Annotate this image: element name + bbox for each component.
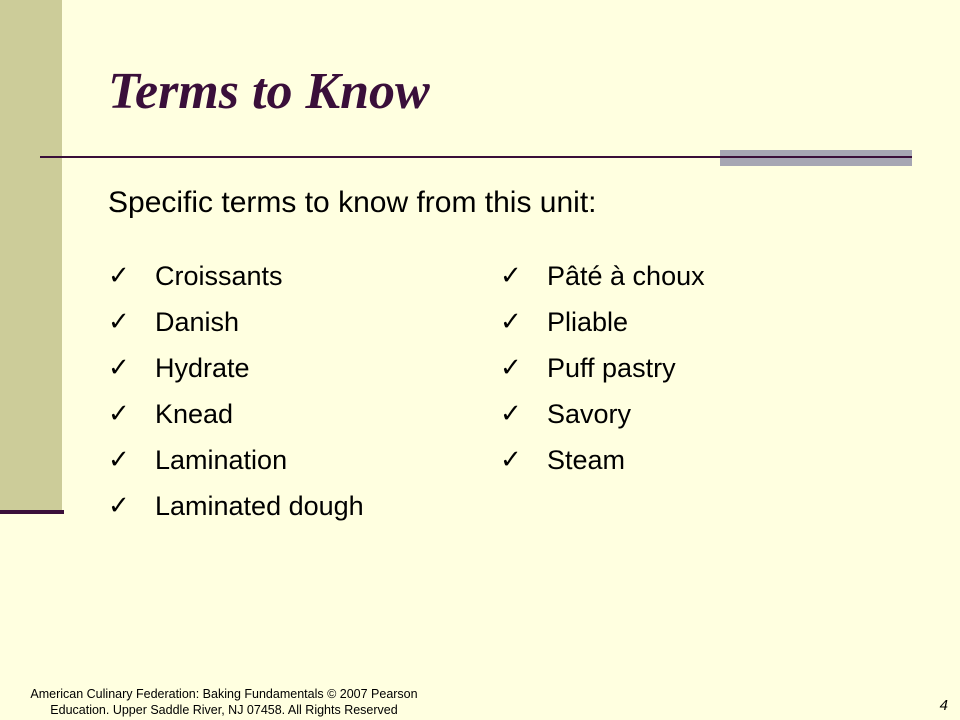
- term-label: Croissants: [155, 260, 283, 291]
- list-item: [108, 483, 364, 529]
- list-item: [500, 391, 705, 437]
- checkmark-icon: ✓: [108, 491, 130, 521]
- list-item: [108, 299, 364, 345]
- term-label: Laminated dough: [155, 490, 364, 521]
- checkmark-icon: ✓: [500, 353, 522, 383]
- term-label: Savory: [547, 398, 632, 429]
- checkmark-icon: ✓: [108, 445, 130, 475]
- checkmark-icon: ✓: [500, 307, 522, 337]
- term-label: Danish: [155, 306, 240, 337]
- list-item: [108, 437, 364, 483]
- checkmark-icon: ✓: [108, 307, 130, 337]
- slide-subtitle: Specific terms to know from this unit:: [108, 186, 597, 219]
- term-label: Pâté à choux: [547, 260, 705, 291]
- term-label: Puff pastry: [547, 352, 676, 383]
- term-label: Knead: [155, 398, 234, 429]
- copyright-footer: American Culinary Federation: Baking Fundamentals © 2007 Pearson Education. Upper Saddle River, NJ 07458. All Rights Reserved: [30, 687, 418, 717]
- checkmark-icon: ✓: [108, 399, 130, 429]
- list-item: [500, 345, 705, 391]
- checkmark-icon: ✓: [500, 445, 522, 475]
- terms-list-right: [500, 253, 705, 483]
- list-item: [500, 437, 705, 483]
- side-decoration-bar: [0, 0, 62, 510]
- term-label: Hydrate: [155, 352, 250, 383]
- list-item: [108, 391, 364, 437]
- list-item: [500, 253, 705, 299]
- term-label: Lamination: [155, 444, 288, 475]
- checkmark-icon: ✓: [500, 399, 522, 429]
- term-label: Pliable: [547, 306, 629, 337]
- list-item: [108, 345, 364, 391]
- title-divider-accent: [720, 150, 912, 166]
- list-item: [500, 299, 705, 345]
- slide-title: Terms to Know: [108, 63, 430, 120]
- list-item: [108, 253, 364, 299]
- terms-list-left: [108, 253, 364, 529]
- checkmark-icon: ✓: [108, 261, 130, 291]
- checkmark-icon: ✓: [108, 353, 130, 383]
- side-decoration-underline: [0, 510, 64, 514]
- checkmark-icon: ✓: [500, 261, 522, 291]
- term-label: Steam: [547, 444, 626, 475]
- page-number: 4: [939, 697, 948, 714]
